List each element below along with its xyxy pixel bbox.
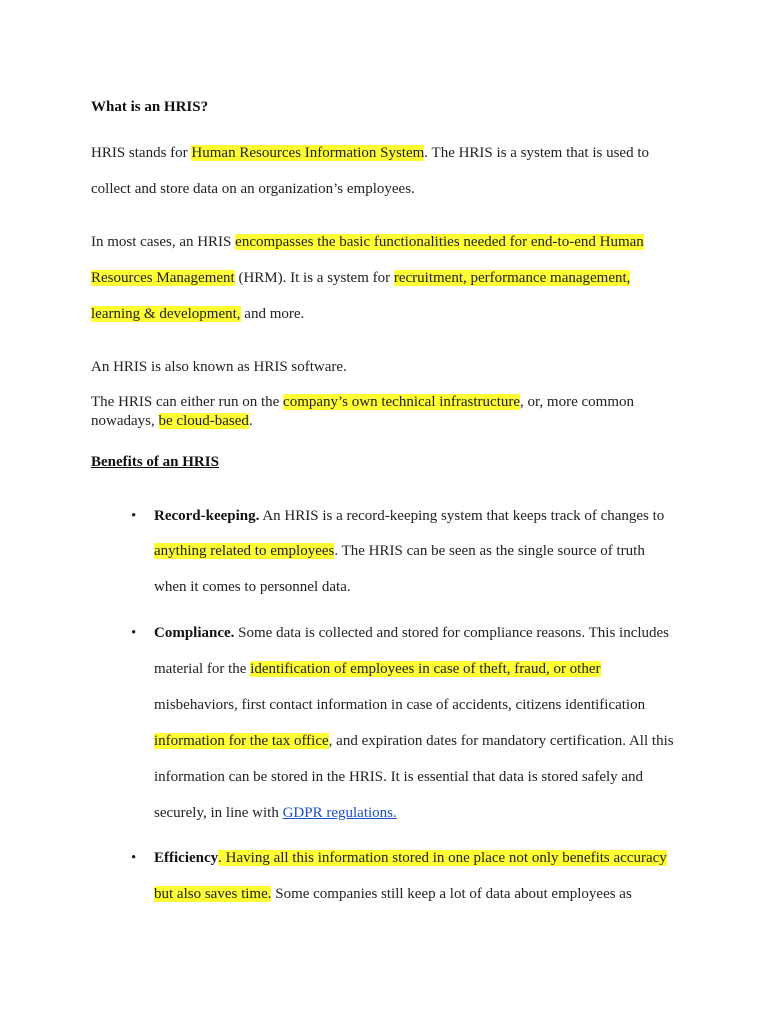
list-item-line — [154, 508, 664, 525]
text-span: . The HRIS is a system that is used to — [424, 145, 650, 161]
highlighted-text: encompasses the basic functionalities needed for end-to-end Human — [235, 234, 644, 250]
paragraph-line — [91, 394, 634, 411]
text-span: . The HRIS can be seen as the single source of truth — [334, 543, 645, 559]
list-item-line — [154, 733, 674, 750]
highlighted-text: be cloud-based — [158, 413, 249, 429]
list-item-line: when it comes to personnel data. — [154, 579, 351, 595]
list-item-title: Compliance. — [154, 625, 235, 641]
paragraph-line: An HRIS is also known as HRIS software. — [91, 359, 347, 375]
text-span: securely, in line with — [154, 805, 283, 821]
text-span: Some data is collected and stored for compliance reasons. This includes — [234, 625, 670, 641]
text-span: Some companies still keep a lot of data about employees as — [271, 886, 632, 902]
text-span: , and expiration dates for mandatory certification. All this — [328, 733, 674, 749]
list-item-line: information can be stored in the HRIS. It is essential that data is stored safely and — [154, 769, 644, 785]
list-item-line — [154, 850, 667, 867]
highlighted-text: information for the tax office — [154, 733, 329, 749]
paragraph-line — [91, 413, 253, 430]
highlighted-text: company’s own technical infrastructure — [283, 394, 521, 410]
list-item-line — [154, 886, 632, 903]
text-span: . — [248, 413, 253, 429]
text-span: material for the — [154, 661, 251, 677]
list-item-title: Record-keeping. — [154, 508, 260, 524]
text-span: In most cases, an HRIS — [91, 234, 236, 250]
text-span: The HRIS can either run on the — [91, 394, 284, 410]
text-span: nowadays, — [91, 413, 159, 429]
bullet-icon: • — [131, 850, 137, 866]
paragraph-line — [91, 270, 630, 287]
text-span: , or, more common — [520, 394, 634, 410]
list-item-line — [154, 625, 669, 642]
list-item-line: misbehaviors, first contact information in case of accidents, citizens identification — [154, 697, 646, 713]
highlighted-text: identification of employees in case of theft, fraud, or other — [250, 661, 601, 677]
highlighted-text: but also saves time. — [154, 886, 272, 902]
list-item-line — [154, 805, 397, 822]
highlighted-text: learning & development, — [91, 306, 241, 322]
text-span: An HRIS is a record-keeping system that keeps track of changes to — [259, 508, 665, 524]
highlighted-text: Resources Management — [91, 270, 235, 286]
highlighted-text: Human Resources Information System — [191, 145, 425, 161]
highlighted-text: anything related to employees — [154, 543, 335, 559]
paragraph-line — [91, 306, 304, 323]
bullet-icon: • — [131, 625, 137, 641]
highlighted-text: . Having all this information stored in one place not only benefits accuracy — [218, 850, 667, 866]
paragraph-line: collect and store data on an organization’s employees. — [91, 181, 415, 197]
section-heading-benefits: Benefits of an HRIS — [91, 454, 219, 470]
list-item-title: Efficiency — [154, 850, 219, 866]
paragraph-line — [91, 234, 644, 251]
text-span: HRIS stands for — [91, 145, 192, 161]
highlighted-text: recruitment, performance management, — [393, 270, 631, 286]
bullet-icon: • — [131, 508, 137, 524]
list-item-line — [154, 543, 645, 560]
gdpr-link[interactable]: GDPR regulations. — [282, 805, 397, 821]
text-span: (HRM). It is a system for — [234, 270, 394, 286]
section-heading-what-is-hris: What is an HRIS? — [91, 99, 209, 115]
text-span: and more. — [240, 306, 305, 322]
list-item-line — [154, 661, 601, 678]
paragraph-line — [91, 145, 649, 162]
